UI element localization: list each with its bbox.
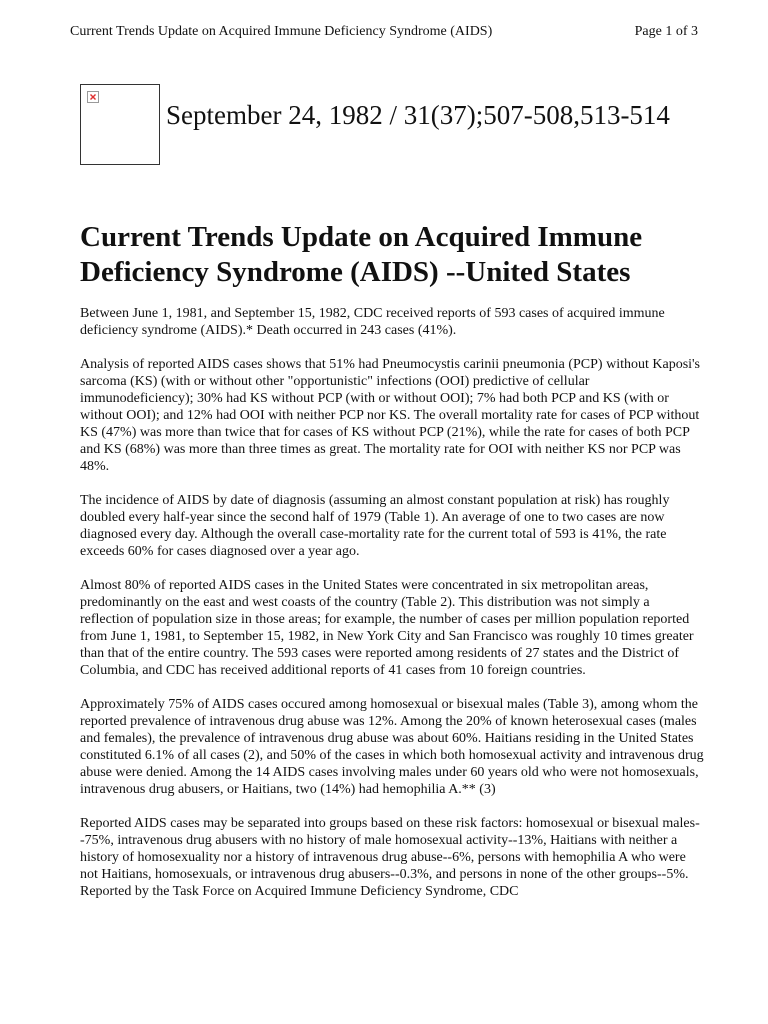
page-indicator: Page 1 of 3 [634, 24, 698, 39]
paragraph: Almost 80% of reported AIDS cases in the United States were concentrated in six metropolitan areas, predominantly on the east and west coasts of the country (Table 2). This distribution was not simply a reflection of population size in those areas; for example, the number of cases per million population reported from June 1, 1981, to September 15, 1982, in New York City and San Francisco was roughly 10 times greater than that of the entire country. The 593 cases were reported among residents of 27 states and the District of Columbia, and CDC has received additional reports of 41 cases from 10 foreign countries. [80, 578, 694, 678]
article-title: Current Trends Update on Acquired Immune Deficiency Syndrome (AIDS) --United States [80, 221, 643, 288]
paragraph: Approximately 75% of AIDS cases occured among homosexual or bisexual males (Table 3), among whom the reported prevalence of intravenous drug abuse was 12%. Among the 20% of known heterosexual cases (males and females), the prevalence of intravenous drug abuse was about 60%. Haitians residing in the United States constituted 6.1% of all cases (2), and 50% of the cases in which both homosexual activity and intravenous drug abuse were denied. Among the 14 AIDS cases involving males under 60 years old who were not homosexuals, intravenous drug abusers, or Haitians, two (14%) had hemophilia A.** (3) [80, 697, 704, 797]
page-header [70, 22, 698, 42]
paragraph: Between June 1, 1981, and September 15, 1982, CDC received reports of 593 cases of acquired immune deficiency syndrome (AIDS).* Death occurred in 243 cases (41%). [80, 306, 665, 338]
paragraph: Reported AIDS cases may be separated into groups based on these risk factors: homosexual or bisexual males--75%, intravenous drug abusers with no history of male homosexual activity--13%, Haitians with neither a history of homosexuality nor a history of intravenous drug abuse--6%, persons with hemophilia A who were not Haitians, homosexuals, or intravenous drug abusers--0.3%, and persons in none of the other groups--5%. Reported by the Task Force on Acquired Immune Deficiency Syndrome, CDC [80, 816, 700, 899]
paragraph: Analysis of reported AIDS cases shows that 51% had Pneumocystis carinii pneumonia (PCP) without Kaposi's sarcoma (KS) (with or without other "opportunistic" infections (OOI) predictive of cellular immunodeficiency); 30% had KS without PCP (with or without OOI); 7% had both PCP and KS (with or without OOI); and 12% had OOI with neither PCP nor KS. The overall mortality rate for cases of PCP without KS (47%) was more than twice that for cases of KS without PCP (21%), while the rate for cases of both PCP and KS (68%) was more than three times as great. The mortality rate for OOI with neither KS nor PCP was 48%. [80, 357, 701, 474]
publication-dateline: September 24, 1982 / 31(37);507-508,513-514 [166, 100, 670, 130]
paragraph: The incidence of AIDS by date of diagnosis (assuming an almost constant population at risk) has roughly doubled every half-year since the second half of 1979 (Table 1). An average of one to two cases are now diagnosed every day. Although the overall case-mortality rate for the current total of 593 is 41%, the rate exceeds 60% for cases diagnosed over a year ago. [80, 493, 670, 559]
header-title: Current Trends Update on Acquired Immune Deficiency Syndrome (AIDS) [70, 24, 493, 39]
article-body [80, 305, 706, 917]
